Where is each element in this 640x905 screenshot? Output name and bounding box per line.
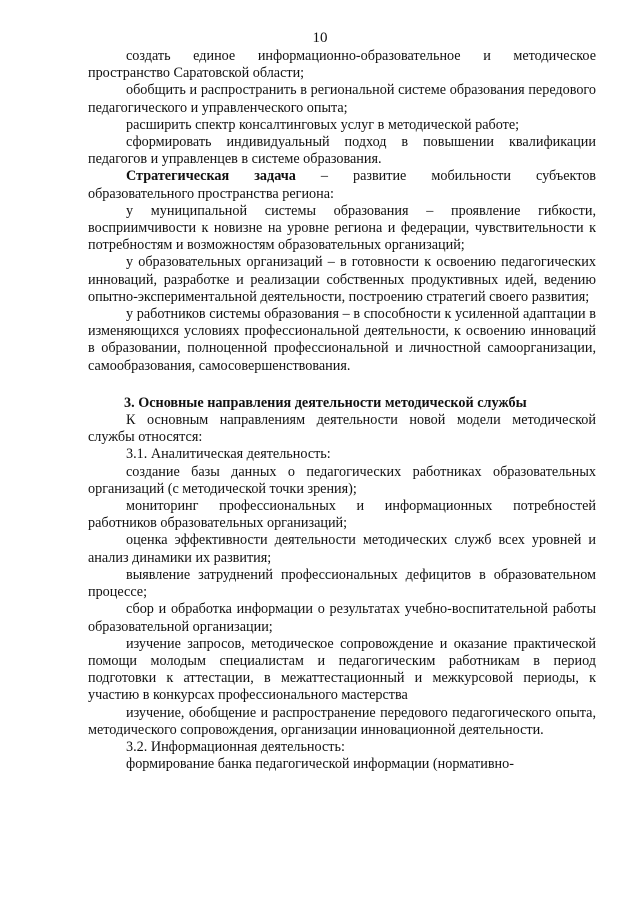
paragraph: формирование банка педагогической информации (нормативно- [126, 756, 514, 773]
paragraph: создать единое информационно-образовательное и методическое пространство Саратовской области; [88, 48, 596, 82]
paragraph: выявление затруднений профессиональных дефицитов в образовательном процессе; [88, 566, 596, 601]
page-content [88, 48, 596, 773]
paragraph: изучение, обобщение и распространение передового педагогического опыта, методического сопровождения, организации инновационной деятельности. [88, 704, 596, 738]
paragraph: сформировать индивидуальный подход в повышении квалификации педагогов и управленцев в системе образования. [88, 134, 596, 168]
subsection-title: 3.2. Информационная деятельность: [126, 738, 345, 755]
paragraph: у работников системы образования – в способности к усиленной адаптации в изменяющихся условиях профессиональной деятельности, к освоению инноваций в образовании, полноценной профессиональной и личностной самоорганизации, самообразования, самосовершенствования. [88, 306, 596, 374]
strategic-task-label: Стратегическая задача [126, 168, 296, 185]
strategic-task-paragraph [88, 168, 596, 202]
paragraph: обобщить и распространить в региональной системе образования передового педагогического и управленческого опыта; [88, 82, 596, 116]
section-heading: 3. Основные направления деятельности методической службы [124, 394, 527, 411]
paragraph: расширить спектр консалтинговых услуг в методической работе; [126, 116, 520, 133]
paragraph: у образовательных организаций – в готовности к освоению педагогических инноваций, разработке и реализации собственных продуктивных идей, ведению опытно-экспериментальной деятельности, построению стратегий своего развития; [88, 254, 596, 305]
strategic-task-text: – развитие мобильности субъектов образовательного пространства региона: [88, 168, 596, 202]
paragraph: мониторинг профессиональных и информационных потребностей работников образовательных организаций; [88, 498, 596, 532]
paragraph: изучение запросов, методическое сопровождение и оказание практической помощи молодым специалистам и педагогическим работникам в период подготовки к аттестации, в межаттестационный и межкурсовой периоды, к участию в конкурсах профессионального мастерства [88, 635, 596, 704]
subsection-title: 3.1. Аналитическая деятельность: [126, 446, 331, 463]
paragraph: у муниципальной системы образования – проявление гибкости, восприимчивости к новизне на уровне региона и федерации, чувствительности к потребностям и возможностям образовательных организаций; [88, 202, 596, 254]
paragraph: создание базы данных о педагогических работниках образовательных организаций (с методической точки зрения); [88, 463, 596, 497]
paragraph: оценка эффективности деятельности методических служб всех уровней и анализ динамики их развития; [88, 532, 596, 566]
paragraph: К основным направлениям деятельности новой модели методической службы относятся: [88, 412, 596, 446]
page-number: 10 [312, 30, 328, 46]
paragraph: сбор и обработка информации о результатах учебно-воспитательной работы образовательной организации; [88, 601, 596, 635]
